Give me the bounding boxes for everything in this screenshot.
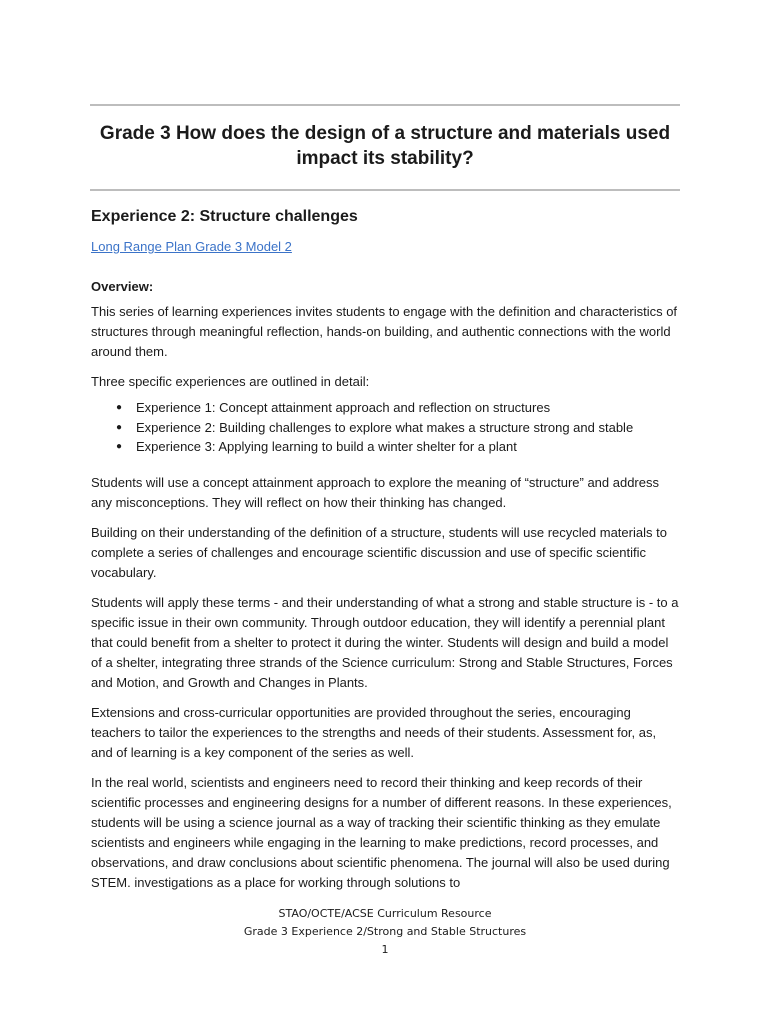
body-paragraph: Extensions and cross-curricular opportunities are provided throughout the series, encouraging teachers to tailor the experiences to the strengths and needs of their students. Assessment for, as, and of learning is a key component of the series as well. — [91, 704, 657, 760]
list-item-text: Experience 2: Building challenges to explore what makes a structure strong and stable — [136, 419, 634, 435]
footer-experience-line: Grade 3 Experience 2/Strong and Stable Structures — [243, 925, 527, 938]
footer-resource-line: STAO/OCTE/ACSE Curriculum Resource — [278, 907, 492, 920]
bullet-icon: ● — [116, 441, 123, 452]
list-item — [116, 398, 681, 418]
page-title: Grade 3 How does the design of a structure and materials used impact its stability? — [99, 123, 671, 169]
title-divider — [90, 189, 680, 191]
page-number: 1 — [381, 943, 389, 956]
body-paragraph: Building on their understanding of the definition of a structure, students will use recycled materials to complete a series of challenges and encourage scientific discussion and use of specific scientific vocabulary. — [91, 524, 667, 580]
page-footer — [0, 905, 770, 959]
top-divider — [90, 104, 680, 106]
list-item — [116, 437, 681, 457]
main-content — [91, 206, 681, 893]
list-item-text: Experience 3: Applying learning to build a winter shelter for a plant — [136, 439, 517, 454]
list-intro: Three specific experiences are outlined in detail: — [91, 374, 370, 389]
list-item — [116, 418, 681, 438]
list-item-text: Experience 1: Concept attainment approach and reflection on structures — [136, 400, 551, 415]
body-paragraph: In the real world, scientists and engineers need to record their thinking and keep records of their scientific processes and engineering designs for a number of different reasons. In these experiences, students will be using a science journal as a way of tracking their scientific thinking as they emulate scientists and engineers while engaging in the learning to make predictions, record processes, and observations, and draw conclusions about scientific phenomena. The journal will also be used during STEM. investigations as a place for working through solutions to — [91, 774, 672, 890]
intro-paragraph: This series of learning experiences invites students to engage with the definition and characteristics of structures through meaningful reflection, hands-on building, and authentic connections with the world around them. — [91, 304, 678, 359]
bullet-icon: ● — [116, 402, 123, 413]
bullet-icon: ● — [116, 421, 123, 433]
body-paragraph: Students will apply these terms - and their understanding of what a strong and stable structure is - to a specific issue in their own community. Through outdoor education, they will identify a perennial plant that could benefit from a shelter to protect it during the winter. Students will design and build a model of a shelter, integrating three strands of the Science curriculum: Strong and Stable Structures, Forces and Motion, and Growth and Changes in Plants. — [91, 594, 679, 690]
experience-list — [91, 398, 681, 457]
long-range-plan-link[interactable]: Long Range Plan Grade 3 Model 2 — [91, 239, 292, 254]
body-paragraph: Students will use a concept attainment approach to explore the meaning of “structure” and address any misconceptions. They will reflect on how their thinking has changed. — [91, 474, 659, 510]
overview-label: Overview: — [91, 279, 154, 294]
experience-heading: Experience 2: Structure challenges — [91, 208, 358, 225]
